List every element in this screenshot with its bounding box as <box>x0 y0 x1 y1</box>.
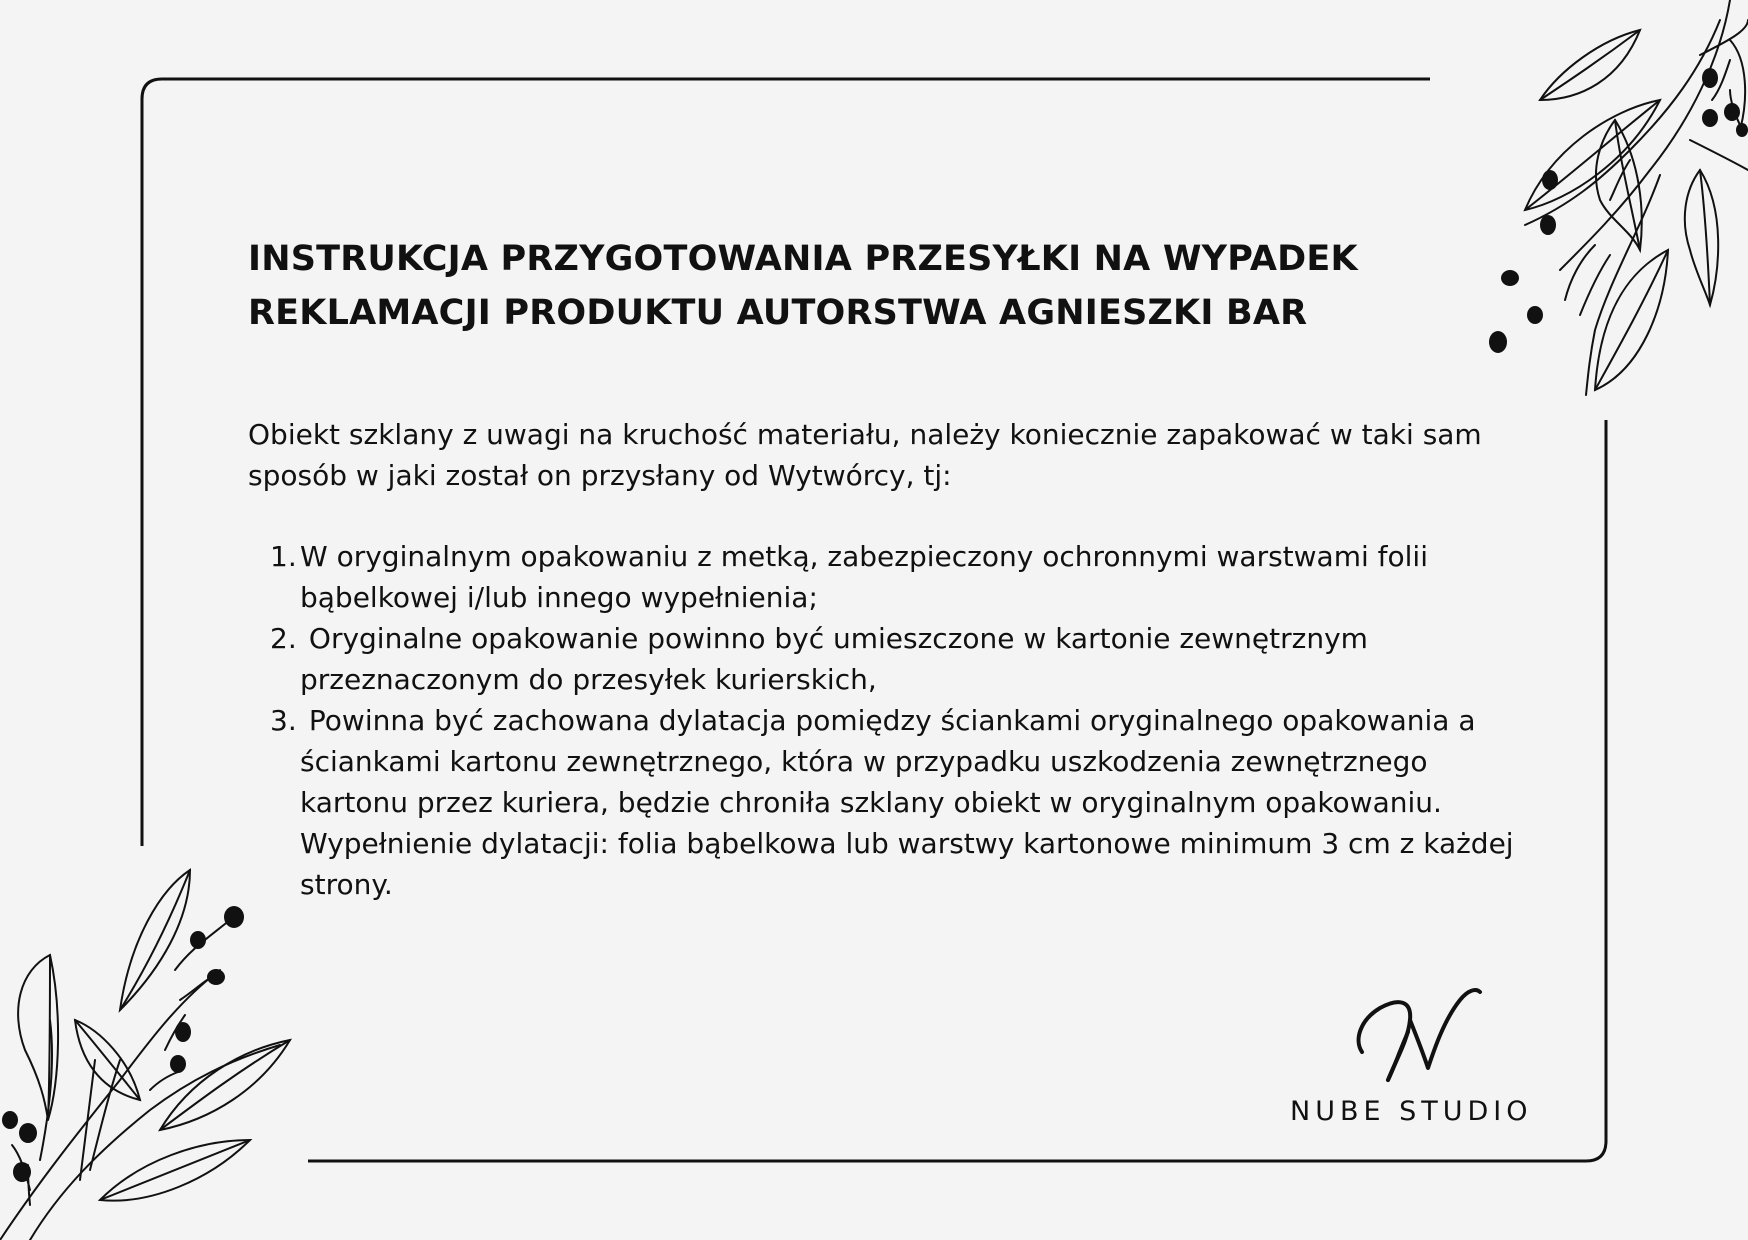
botanical-branch-icon <box>0 860 300 1240</box>
step-line: ściankami kartonu zewnętrznego, która w przypadku uszkodzenia zewnętrznego <box>300 745 1428 778</box>
title-line: INSTRUKCJA PRZYGOTOWANIA PRZESYŁKI NA WYPADEK <box>248 239 1358 279</box>
brand-name: NUBE STUDIO <box>1290 1096 1533 1127</box>
step-line: przeznaczonym do przesyłek kurierskich, <box>300 663 877 696</box>
document-title <box>248 232 1448 340</box>
step-line: Wypełnienie dylatacji: folia bąbelkowa lub warstwy kartonowe minimum 3 cm z każdej <box>300 827 1514 860</box>
botanical-branch-icon <box>1430 0 1748 400</box>
step-number: 3. <box>270 704 297 737</box>
intro-paragraph <box>248 414 1548 496</box>
title-line: REKLAMACJI PRODUKTU AUTORSTWA AGNIESZKI BAR <box>248 293 1308 333</box>
step-line: Powinna być zachowana dylatacja pomiędzy ściankami oryginalnego opakowania a <box>300 704 1476 737</box>
list-item <box>248 536 1568 618</box>
intro-line: Obiekt szklany z uwagi na kruchość materiału, należy koniecznie zapakować w taki sam <box>248 418 1482 451</box>
step-line: kartonu przez kuriera, będzie chroniła szklany obiekt w oryginalnym opakowaniu. <box>300 786 1442 819</box>
step-line: strony. <box>300 868 393 901</box>
step-line: Oryginalne opakowanie powinno być umieszczone w kartonie zewnętrznym <box>300 622 1368 655</box>
packing-steps-list <box>248 536 1568 905</box>
brand-logo <box>1290 980 1570 1130</box>
list-item <box>248 618 1568 700</box>
list-item <box>248 700 1568 905</box>
step-line: W oryginalnym opakowaniu z metką, zabezpieczony ochronnymi warstwami folii <box>300 540 1428 573</box>
intro-line: sposób w jaki został on przysłany od Wytwórcy, tj: <box>248 459 952 492</box>
step-line: bąbelkowej i/lub innego wypełnienia; <box>300 581 818 614</box>
script-n-monogram-icon <box>1350 980 1490 1090</box>
step-number: 1. <box>270 540 297 573</box>
step-number: 2. <box>270 622 297 655</box>
